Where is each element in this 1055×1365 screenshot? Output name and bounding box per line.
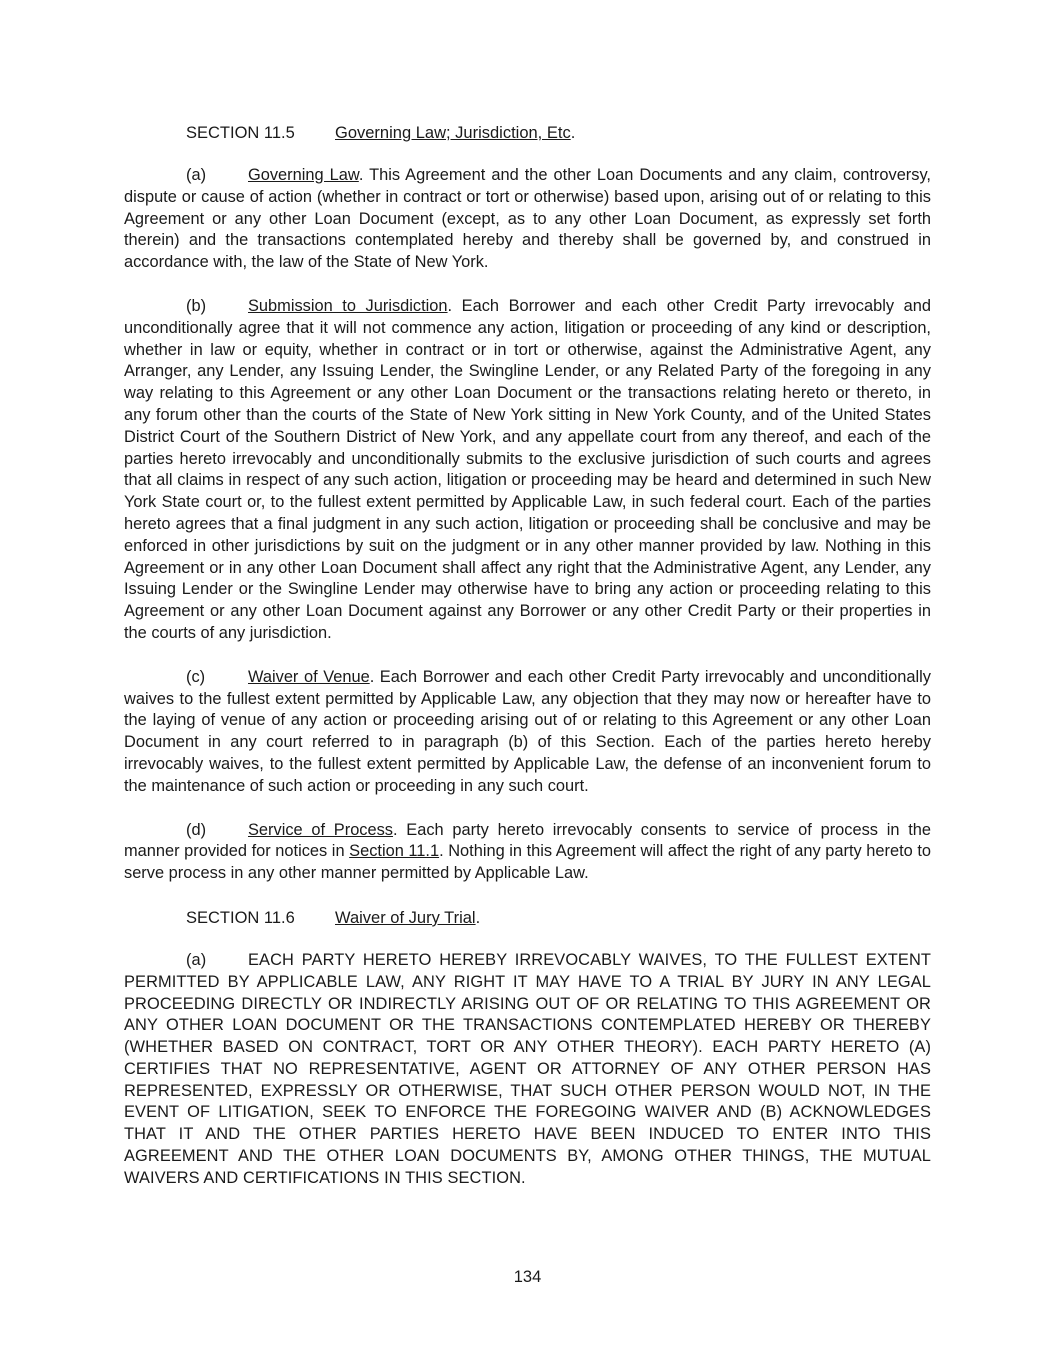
paragraph-text: . Nothing in this Agreement will affect the right of any party hereto to serve process in any other manner permitted by Applicable Law. [124, 842, 931, 883]
paragraph-submission-to-jurisdiction [124, 296, 931, 645]
paragraph-text: . This Agreement and the other Loan Documents and any claim, controversy, dispute or cause of action (whether in contract or tort or otherwise) based upon, arising out of or relating to this Agreement or any other Loan Document (except, as to any other Loan Document, as expressly set forth therein) and the transactions contemplated hereby and thereby shall be governed by, and construed in accordance with, the law of the State of New York. [124, 166, 931, 272]
section-title: Waiver of Jury Trial [335, 908, 476, 927]
section-number: SECTION 11.6 [186, 908, 295, 927]
paragraph-text: EACH PARTY HERETO HEREBY IRREVOCABLY WAIVES, TO THE FULLEST EXTENT PERMITTED BY APPLICABLE LAW, ANY RIGHT IT MAY HAVE TO A TRIAL BY JURY IN ANY LEGAL PROCEEDING DIRECTLY OR INDIRECTLY ARISING OUT OF OR RELATING TO THIS AGREEMENT OR ANY OTHER LOAN DOCUMENT OR THE TRANSACTIONS CONTEMPLATED HEREBY OR THEREBY (WHETHER BASED ON CONTRACT, TORT OR ANY OTHER THEORY). EACH PARTY HERETO (A) CERTIFIES THAT NO REPRESENTATIVE, AGENT OR ATTORNEY OF ANY OTHER PERSON HAS REPRESENTED, EXPRESSLY OR OTHERWISE, THAT SUCH OTHER PERSON WOULD NOT, IN THE EVENT OF LITIGATION, SEEK TO ENFORCE THE FOREGOING WAIVER AND (B) ACKNOWLEDGES THAT IT AND THE OTHER PARTIES HERETO HAVE BEEN INDUCED TO ENTER INTO THIS AGREEMENT AND THE OTHER LOAN DOCUMENTS BY, AMONG OTHER THINGS, THE MUTUAL WAIVERS AND CERTIFICATIONS IN THIS SECTION. [124, 950, 931, 1187]
paragraph-label: (a) [186, 166, 207, 184]
section-title-period: . [475, 908, 481, 927]
paragraph-waiver-of-venue [124, 667, 931, 798]
paragraph-text: . Each party hereto irrevocably consents to service of process in the manner provided for notices in [124, 820, 931, 861]
paragraph-text: . Each Borrower and each other Credit Party irrevocably and unconditionally waives to the fullest extent permitted by Applicable Law, any objection that they may now or hereafter have to the laying of venue of any action or proceeding arising out of or relating to this Agreement or any other Loan Document in any court referred to in paragraph (b) of this Section. Each of the parties hereto hereby irrevocably waives, to the fullest extent permitted by Applicable Law, the defense of an inconvenient forum to the maintenance of such action or proceeding in any such court. [124, 667, 932, 795]
paragraph-caption: Governing Law [248, 166, 359, 184]
paragraph-label: (a) [186, 950, 207, 969]
document-page [124, 122, 931, 1190]
paragraph-governing-law [124, 165, 931, 274]
paragraph-text: . Each Borrower and each other Credit Party irrevocably and unconditionally agree that it will not commence any action, litigation or proceeding of any kind or description, whether in law or equity, whether in contract or in tort or otherwise, against the Administrative Agent, any Arranger, any Lender, any Issuing Lender, the Swingline Lender, or any Related Party of the foregoing in any way relating to this Agreement or any other Loan Document or the transactions relating hereto or thereto, in any forum other than the courts of the State of New York sitting in New York County, and of the United States District Court of the Southern District of New York, and any appellate court from any thereof, and each of the parties hereto irrevocably and unconditionally submits to the exclusive jurisdiction of such courts and agrees that all claims in respect of any such action, litigation or proceeding may be heard and determined in such New York State court or, to the fullest extent permitted by Applicable Law, in such federal court. Each of the parties hereto agrees that a final judgment in any such action, litigation or proceeding shall be conclusive and may be enforced in other jurisdictions by suit on the judgment or in any other manner provided by law. Nothing in this Agreement or in any other Loan Document shall affect any right that the Administrative Agent, any Lender, any Issuing Lender or the Swingline Lender may otherwise have to bring any action or proceeding relating to this Agreement or any other Loan Document against any Borrower or any other Credit Party or their properties in the courts of any jurisdiction. [124, 296, 931, 642]
section-11-5-heading [124, 122, 931, 144]
section-11-6-heading [124, 907, 931, 929]
section-title: Governing Law; Jurisdiction, Etc [335, 124, 571, 142]
paragraph-caption: Waiver of Venue [248, 667, 370, 686]
section-title-period: . [570, 124, 576, 142]
section-number: SECTION 11.5 [186, 124, 295, 142]
paragraph-label: (d) [186, 820, 207, 839]
paragraph-label: (b) [186, 296, 207, 315]
paragraph-label: (c) [186, 667, 206, 686]
paragraph-caption: Service of Process [248, 820, 394, 839]
paragraph-caption: Submission to Jurisdiction [248, 296, 448, 315]
paragraph-jury-trial-waiver [124, 950, 931, 1190]
paragraph-service-of-process [124, 820, 931, 885]
section-cross-reference: Section 11.1 [349, 842, 440, 861]
page-number: 134 [513, 1268, 542, 1286]
